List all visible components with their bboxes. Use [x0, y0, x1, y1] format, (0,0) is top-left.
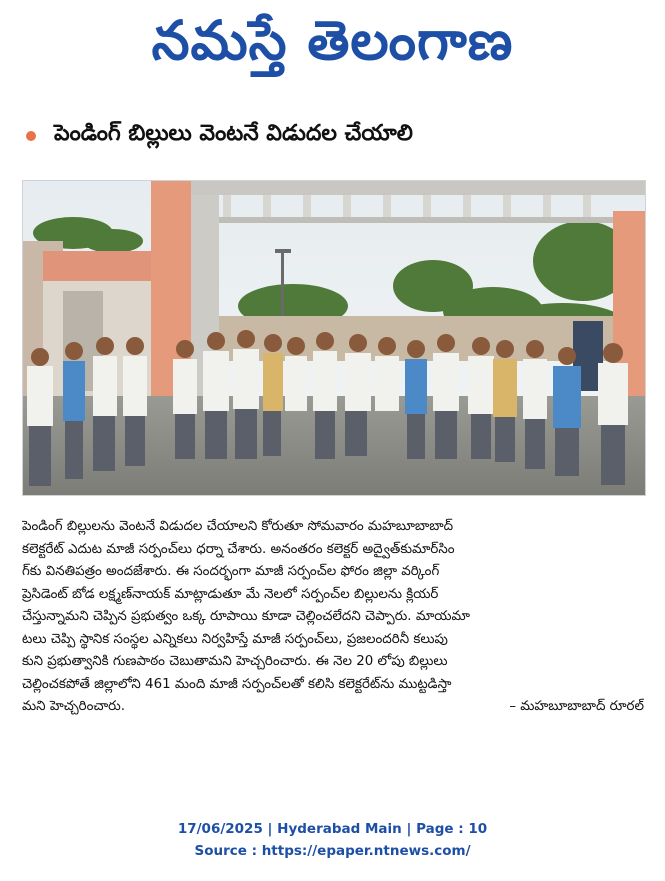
article-line: పెండింగ్ బిల్లులను వెంటనే విడుదల చేయాలని కోరుతూ సోమవారం మహబూబాబాద్: [22, 519, 454, 534]
article-line: కలెక్టరేట్ ఎదుట మాజీ సర్పంచ్‌లు ధర్నా చేశారు. అనంతరం కలెక్టర్ అద్వైత్‌కుమార్‌సిం: [22, 541, 455, 557]
page-footer: [0, 818, 665, 862]
news-photo: [22, 180, 646, 496]
article-line: కుని ప్రభుత్వానికి గుణపాఠం చెబుతామని హెచ్చరించారు. ఈ నెల 20 లోపు బిల్లులు: [22, 654, 448, 669]
source-link[interactable]: Source : https://epaper.ntnews.com/: [194, 843, 471, 859]
bullet-icon: [26, 131, 36, 141]
article-line: చేస్తున్నామని చెప్పిన ప్రభుత్వం ఒక్క రూపాయి కూడా చెల్లించలేదని చెప్పారు. మాయమా: [22, 609, 470, 624]
edition-info: 17/06/2025 | Hyderabad Main | Page : 10: [177, 821, 488, 837]
article-last-line: [22, 696, 644, 719]
article-line: టలు చెప్పి స్థానిక సంస్థల ఎన్నికలు నిర్వహిస్తే మాజీ సర్పంచ్‌లు, ప్రజలందరినీ కలుపు: [22, 631, 448, 647]
article-body: [22, 516, 644, 719]
article-headline: [22, 118, 642, 154]
article-line: ప్రెసిడెంట్ బోడ లక్ష్మణ్‌నాయక్ మాట్లాడుతూ మే నెలలో సర్పంచ్‌ల బిల్లులను క్లియర్: [22, 586, 439, 602]
article-line: మని హెచ్చరించారు.: [22, 699, 126, 714]
article-line: చెల్లించకపోతే జిల్లాలోని 461 మంది మాజీ సర్పంచ్‌లతో కలిసి కలెక్టరేట్‌ను ముట్టడిస్తా: [22, 676, 452, 692]
article-byline: – మహబూబాబాద్ రూరల్: [509, 699, 644, 714]
masthead-title: నమస్తే తెలంగాణ: [151, 9, 514, 72]
headline-text: పెండింగ్ బిల్లులు వెంటనే విడుదల చేయాలి: [54, 121, 413, 146]
article-line: గ్‌కు వినతిపత్రం అందజేశారు. ఈ సందర్భంగా మాజీ సర్పంచ్‌ల ఫోరం జిల్లా వర్కింగ్: [22, 564, 440, 579]
